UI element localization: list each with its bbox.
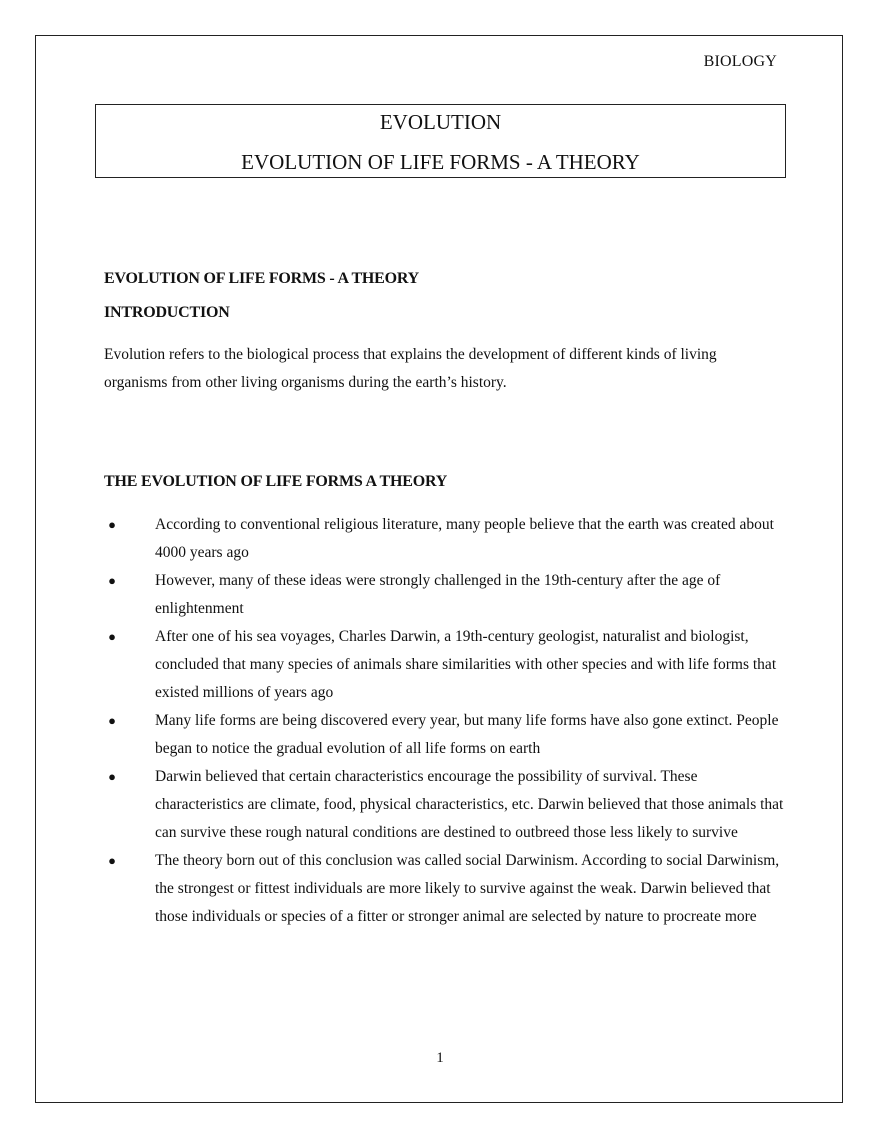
bullet-text: The theory born out of this conclusion was called social Darwinism. According to social Darwinism, the strongest or fittest individuals are more likely to survive against the weak. Darwin believed that those individuals or species of a fitter or stronger animal are selected by nature to procreate more	[155, 852, 780, 925]
bullet-text: According to conventional religious literature, many people believe that the earth was created about 4000 years ago	[155, 516, 774, 561]
bullet-icon: ●	[108, 713, 116, 728]
list-item	[104, 623, 786, 707]
introduction-paragraph	[104, 341, 784, 397]
list-item	[104, 707, 786, 763]
bullet-text: Many life forms are being discovered every year, but many life forms have also gone extinct. People began to notice the gradual evolution of all life forms on earth	[155, 712, 779, 757]
list-item	[104, 511, 786, 567]
section-heading: EVOLUTION OF LIFE FORMS - A THEORY	[104, 270, 420, 287]
list-item	[104, 763, 786, 847]
title-box	[95, 104, 786, 178]
bullet-text: After one of his sea voyages, Charles Darwin, a 19th-century geologist, naturalist and biologist, concluded that many species of animals share similarities with other species and with life forms that existed millions of years ago	[155, 628, 777, 701]
introduction-heading: INTRODUCTION	[104, 304, 230, 321]
document-title: EVOLUTION	[379, 110, 502, 134]
subject-header: BIOLOGY	[703, 53, 777, 70]
theory-bullet-list	[104, 511, 786, 931]
bullet-icon: ●	[108, 517, 116, 532]
introduction-line: Evolution refers to the biological process that explains the development of different kinds of living	[104, 346, 717, 363]
introduction-line: organisms from other living organisms during the earth’s history.	[104, 374, 507, 391]
bullet-icon: ●	[108, 573, 116, 588]
bullet-icon: ●	[108, 629, 116, 644]
bullet-text: However, many of these ideas were strongly challenged in the 19th-century after the age of enlightenment	[155, 572, 721, 617]
document-subtitle: EVOLUTION OF LIFE FORMS - A THEORY	[241, 150, 640, 174]
list-item	[104, 567, 786, 623]
list-item	[104, 847, 786, 931]
page-number: 1	[436, 1050, 444, 1066]
bullet-icon: ●	[108, 769, 116, 784]
theory-heading: THE EVOLUTION OF LIFE FORMS A THEORY	[104, 473, 448, 490]
bullet-text: Darwin believed that certain characteristics encourage the possibility of survival. These characteristics are climate, food, physical characteristics, etc. Darwin believed that those animals that can survive these rough natural conditions are destined to outbreed those less likely to survive	[155, 768, 784, 841]
bullet-icon: ●	[108, 853, 116, 868]
